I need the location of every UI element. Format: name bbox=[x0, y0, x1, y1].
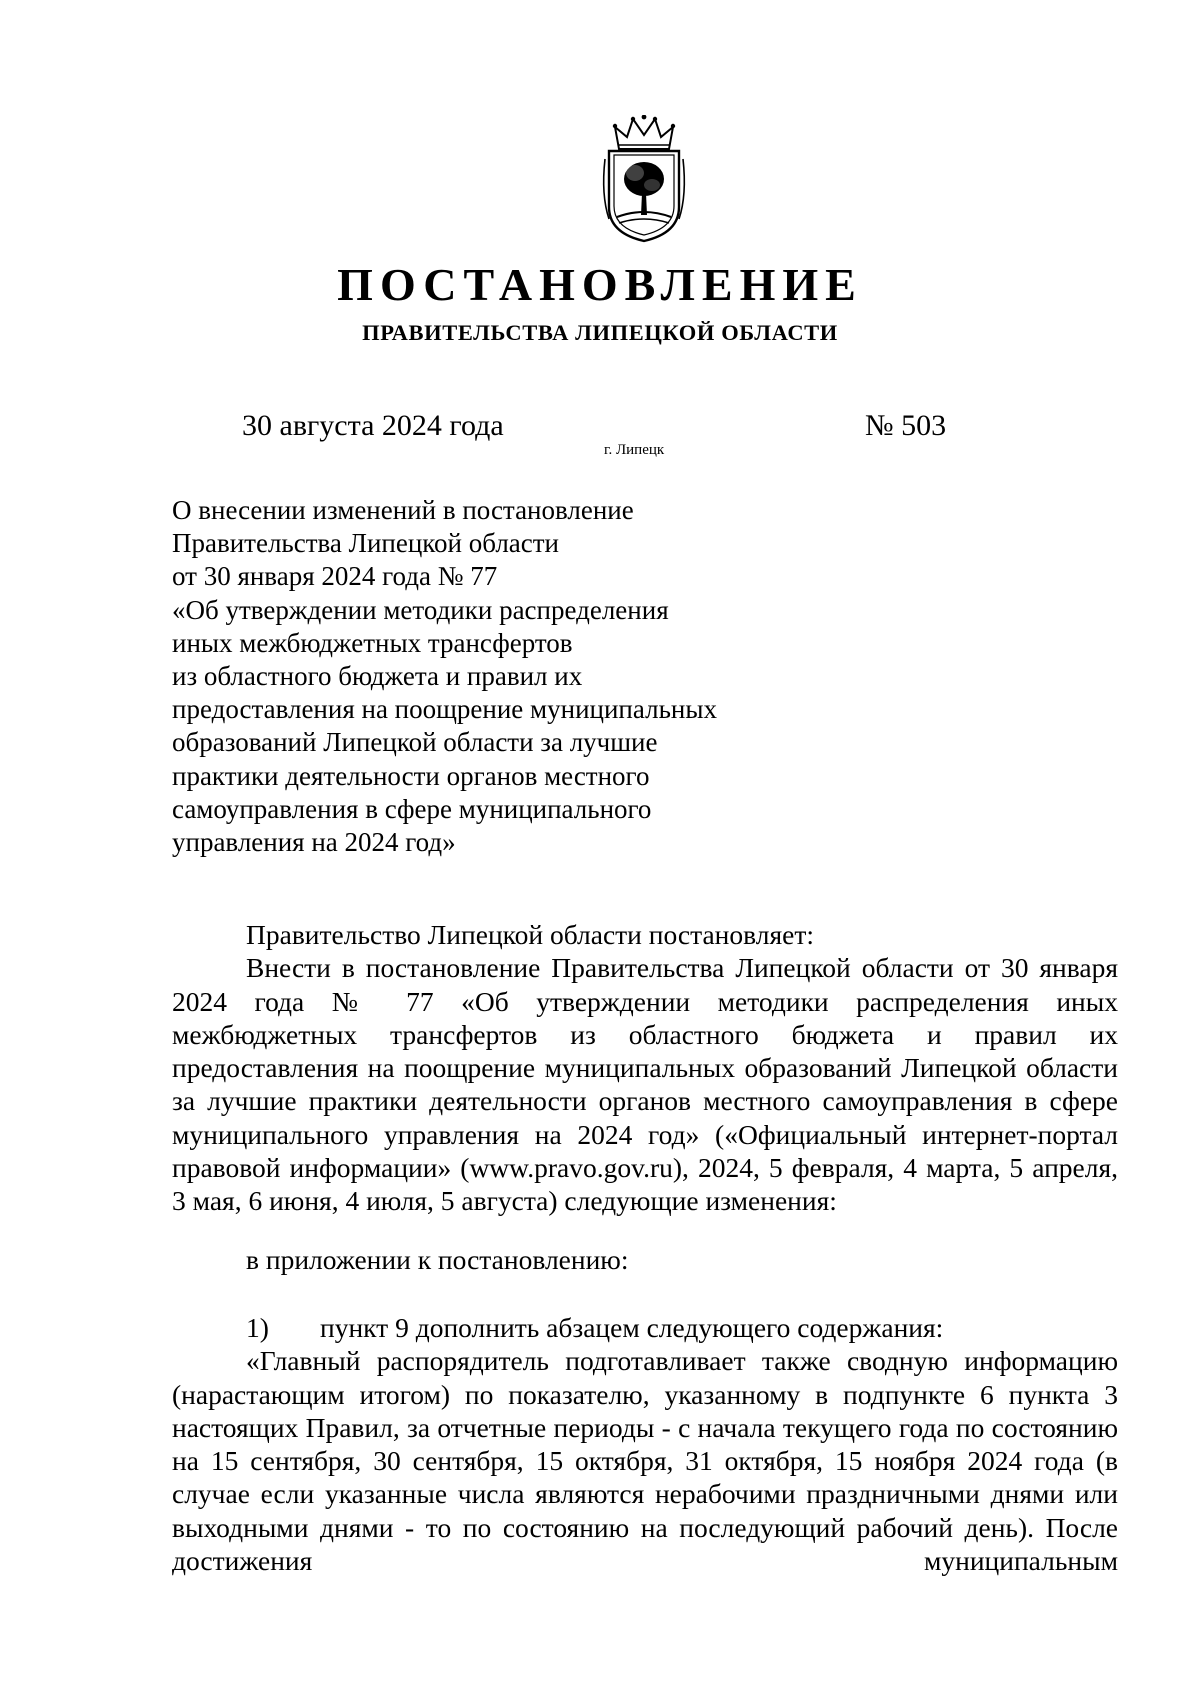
subject-line: практики деятельности органов местного bbox=[172, 760, 650, 791]
subject-line: О внесении изменений в постановление bbox=[172, 495, 634, 525]
body-block-item-1 bbox=[172, 1311, 1118, 1577]
body-block-appendix bbox=[172, 1243, 1118, 1276]
subject-line: управления на 2024 год» bbox=[172, 827, 456, 858]
document-city: г. Липецк bbox=[604, 442, 665, 458]
document-issuer: ПРАВИТЕЛЬСТВА ЛИПЕЦКОЙ ОБЛАСТИ bbox=[362, 320, 838, 345]
body-block-main bbox=[172, 918, 1118, 1218]
preamble-paragraph: Правительство Липецкой области постановляет: bbox=[246, 919, 815, 950]
subject-line: иных межбюджетных трансфертов bbox=[172, 627, 573, 658]
list-item-number: 1) bbox=[246, 1312, 269, 1343]
subject-line: Правительства Липецкой области bbox=[172, 528, 560, 559]
subject-line: «Об утверждении методики распределения bbox=[172, 594, 669, 625]
appendix-intro-paragraph: в приложении к постановлению: bbox=[246, 1244, 629, 1275]
subject-line: из областного бюджета и правил их bbox=[172, 661, 583, 692]
subject-line: образований Липецкой области за лучшие bbox=[172, 727, 658, 758]
main-paragraph: Внести в постановление Правительства Липецкой области от 30 января 2024 года № 77 «Об утверждении методики распределения иных межбюджетных трансфертов из областного бюджета и правил их предоставления на поощрение муниципальных образований Липецкой области за лучшие практики деятельности органов местного самоуправления в сфере муниципального управления на 2024 год» («Официальный интернет-портал правовой информации» (www.pravo.gov.ru), 2024, 5 февраля, 4 марта, 5 апреля, 3 мая, 6 июня, 4 июля, 5 августа) следующие изменения: bbox=[172, 952, 1118, 1217]
subject-line: самоуправления в сфере муниципального bbox=[172, 793, 652, 824]
list-item-text: пункт 9 дополнить абзацем следующего содержания: bbox=[320, 1312, 944, 1343]
document-subject bbox=[172, 494, 852, 859]
subject-line: от 30 января 2024 года № 77 bbox=[172, 561, 498, 592]
lipetsk-coat-of-arms-icon bbox=[597, 115, 692, 245]
document-title: ПОСТАНОВЛЕНИЕ bbox=[337, 259, 863, 310]
quote-paragraph: «Главный распорядитель подготавливает также сводную информацию (нарастающим итогом) по показателю, указанному в подпункте 6 пункта 3 настоящих Правил, за отчетные периоды - с начала текущего года по состоянию на 15 сентября, 30 сентября, 15 октября, 31 октября, 15 ноября 2024 года (в случае если указанные числа являются нерабочими праздничными днями или выходными днями - то по состоянию на последующий рабочий день). После достижения муниципальным bbox=[172, 1345, 1118, 1577]
document-number: № 503 bbox=[865, 409, 947, 442]
list-item bbox=[172, 1311, 1118, 1344]
document-date: 30 августа 2024 года bbox=[242, 409, 504, 442]
subject-line: предоставления на поощрение муниципальных bbox=[172, 694, 717, 725]
